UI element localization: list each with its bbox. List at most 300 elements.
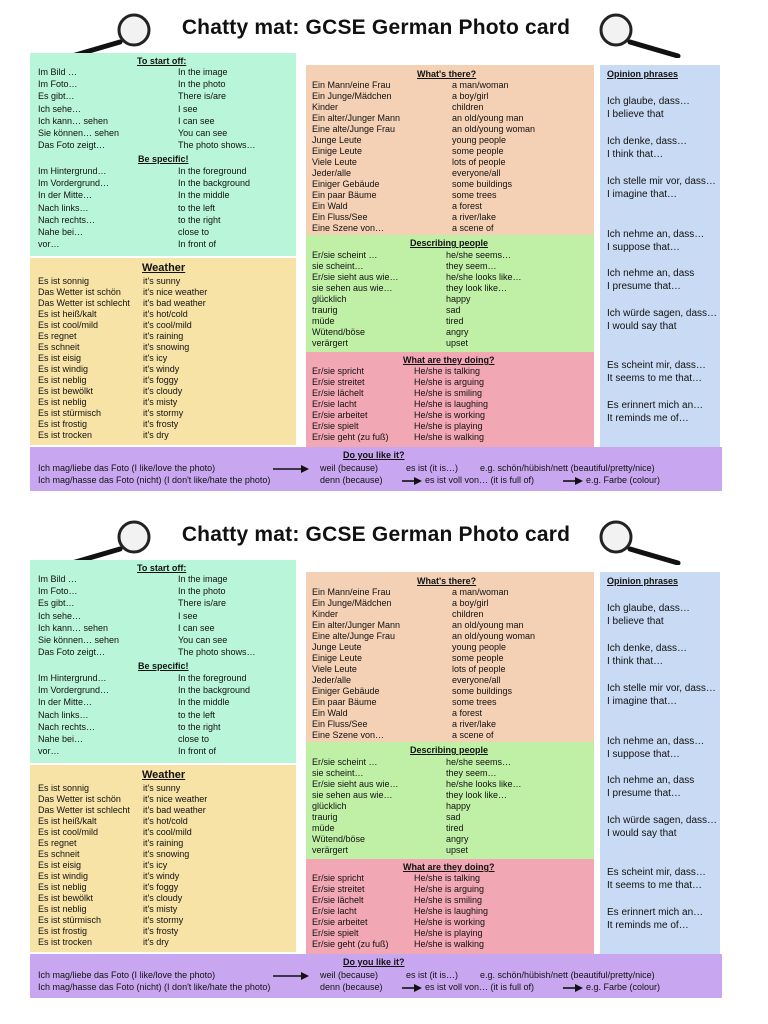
english-translation: sad <box>446 305 461 315</box>
german-phrase: Sie können… sehen <box>38 128 120 138</box>
opinion-phrase <box>607 359 719 385</box>
german-phrase: Ich stelle mir vor, dass… <box>607 683 716 694</box>
english-translation: In the photo <box>178 586 226 597</box>
german-phrase: Im Hintergrund… <box>38 673 107 683</box>
like-line-1-start: Ich mag/liebe das Foto (I like/love the photo) <box>38 970 216 980</box>
english-translation: it's icy <box>143 353 168 363</box>
german-phrase: Es ist cool/mild <box>38 827 99 837</box>
english-translation: it's bad weather <box>143 298 206 308</box>
german-phrase: Eine alte/Junge Frau <box>312 631 396 641</box>
english-translation: He/she is walking <box>414 939 485 949</box>
english-translation: In the image <box>178 67 228 77</box>
opinion-phrase <box>607 135 719 161</box>
english-translation: he/she looks like… <box>446 272 522 282</box>
magnifying-glass-icon <box>596 12 686 58</box>
german-phrase: Es regnet <box>38 838 77 848</box>
english-translation: He/she is talking <box>414 873 481 883</box>
english-translation: a boy/girl <box>452 91 489 101</box>
english-translation: I suppose that… <box>607 749 680 760</box>
like-line-1-example: e.g. schön/hübish/nett (beautiful/pretty/nice) <box>480 970 655 980</box>
english-translation: he/she seems… <box>446 250 512 260</box>
english-translation: it's raining <box>143 331 184 341</box>
opinion-phrase <box>607 95 719 121</box>
german-phrase: Es gibt… <box>38 598 75 609</box>
german-phrase: sie sehen aus wie… <box>312 283 393 293</box>
german-phrase: Eine Szene von… <box>312 730 385 740</box>
german-phrase: Das Wetter ist schön <box>38 287 121 297</box>
english-translation: some people <box>452 146 504 156</box>
german-phrase: Ein Fluss/See <box>312 719 368 729</box>
german-phrase: Ich denke, dass… <box>607 136 688 147</box>
section-heading-there: What's there? <box>417 69 477 79</box>
section-heading-doing: What are they doing? <box>403 862 495 872</box>
english-translation: I believe that <box>607 616 664 627</box>
german-phrase: Es ist bewölkt <box>38 893 94 903</box>
section-heading-weather: Weather <box>142 769 186 781</box>
english-translation: an old/young woman <box>452 631 536 641</box>
english-translation: lots of people <box>452 664 506 674</box>
english-translation: There is/are <box>178 91 227 102</box>
german-phrase: Es ist neblig <box>38 882 87 892</box>
german-phrase: Im Hintergrund… <box>38 166 107 176</box>
do-you-like-it-panel <box>30 447 722 491</box>
german-phrase: Es scheint mir, dass… <box>607 867 706 878</box>
opinion-phrase <box>607 228 719 254</box>
english-translation: It reminds me of… <box>607 920 689 931</box>
english-translation: It seems to me that… <box>607 880 703 891</box>
english-translation: a scene of <box>452 223 494 233</box>
english-translation: It reminds me of… <box>607 413 689 424</box>
english-translation: they look like… <box>446 790 508 800</box>
german-phrase: Er/sie geht (zu fuß) <box>312 939 389 949</box>
german-phrase: Wütend/böse <box>312 327 366 337</box>
english-translation: it's sunny <box>143 276 181 286</box>
german-phrase: Es schneit <box>38 849 80 859</box>
german-phrase: glücklich <box>312 801 347 811</box>
german-phrase: müde <box>312 823 335 833</box>
what-are-they-doing-panel <box>306 352 594 447</box>
opinion-phrase <box>607 866 719 892</box>
english-translation: angry <box>446 327 469 337</box>
german-phrase: Es ist heiß/kalt <box>38 309 97 319</box>
like-line-2-full-of: es ist voll von… (it is full of) <box>425 475 535 485</box>
english-translation: it's foggy <box>143 882 179 892</box>
section-heading-weather: Weather <box>142 262 186 274</box>
english-translation: they look like… <box>446 283 508 293</box>
what-are-they-doing-panel <box>306 859 594 954</box>
german-phrase: Ich nehme an, dass… <box>607 736 705 747</box>
opinion-phrases-panel <box>600 572 720 954</box>
german-phrase: Er/sie spielt <box>312 928 359 938</box>
section-heading-specific: Be specific! <box>138 661 189 671</box>
english-translation: it's bad weather <box>143 805 206 815</box>
english-translation: it's stormy <box>143 915 184 925</box>
english-translation: He/she is walking <box>414 432 485 442</box>
english-translation: sad <box>446 812 461 822</box>
english-translation: happy <box>446 801 471 811</box>
german-phrase: sie scheint… <box>312 768 364 778</box>
english-translation: it's windy <box>143 364 180 374</box>
opinion-phrases-panel <box>600 65 720 447</box>
german-phrase: In der Mitte… <box>38 190 93 201</box>
german-phrase: Im Foto… <box>38 79 78 90</box>
english-translation: it's misty <box>143 904 178 914</box>
german-phrase: Nach links… <box>38 709 89 720</box>
opinion-phrase <box>607 602 719 628</box>
german-phrase: Er/sie sieht aus wie… <box>312 272 399 282</box>
english-translation: He/she is playing <box>414 928 483 938</box>
german-phrase: Das Wetter ist schön <box>38 794 121 804</box>
german-phrase: Das Wetter ist schlecht <box>38 298 130 308</box>
english-translation: He/she is playing <box>414 421 483 431</box>
german-phrase: Nahe bei… <box>38 227 84 237</box>
german-phrase: Kinder <box>312 609 339 619</box>
opinion-phrase <box>607 906 719 932</box>
english-translation: a forest <box>452 201 483 211</box>
like-line-2-full-of: es ist voll von… (it is full of) <box>425 982 535 992</box>
arrow-right-icon <box>402 983 422 993</box>
german-phrase: Es ist frostig <box>38 926 88 936</box>
english-translation: angry <box>446 834 469 844</box>
to-start-off-panel <box>30 560 296 763</box>
english-translation: I imagine that… <box>607 189 678 200</box>
german-phrase: verärgert <box>312 845 349 855</box>
english-translation: He/she is working <box>414 917 486 927</box>
section-heading-people: Describing people <box>410 238 489 248</box>
like-line-2-example: e.g. Farbe (colour) <box>586 475 661 485</box>
english-translation: He/she is smiling <box>414 895 483 905</box>
german-phrase: Im Vordergrund… <box>38 178 110 189</box>
german-phrase: Ich kann… sehen <box>38 622 109 633</box>
english-translation: he/she looks like… <box>446 779 522 789</box>
german-phrase: sie sehen aus wie… <box>312 790 393 800</box>
english-translation: to the left <box>178 709 216 720</box>
english-translation: I presume that… <box>607 788 681 799</box>
like-line-1-start: Ich mag/liebe das Foto (I like/love the photo) <box>38 463 216 473</box>
german-phrase: Es regnet <box>38 331 77 341</box>
english-translation: I see <box>178 610 198 621</box>
english-translation: I see <box>178 103 198 114</box>
english-translation: In the foreground <box>178 673 247 683</box>
like-line-2-because: denn (because) <box>320 982 383 992</box>
section-heading-start: To start off: <box>137 56 187 66</box>
german-phrase: Es ist heiß/kalt <box>38 816 97 826</box>
german-phrase: Er/sie sieht aus wie… <box>312 779 399 789</box>
english-translation: He/she is working <box>414 410 486 420</box>
german-phrase: glücklich <box>312 294 347 304</box>
english-translation: an old/young man <box>452 113 524 123</box>
english-translation: it's stormy <box>143 408 184 418</box>
english-translation: He/she is laughing <box>414 906 489 916</box>
german-phrase: Es ist stürmisch <box>38 915 102 925</box>
english-translation: it's misty <box>143 397 178 407</box>
german-phrase: Es ist neblig <box>38 397 87 407</box>
german-phrase: Im Foto… <box>38 586 78 597</box>
page-title: Chatty mat: GCSE German Photo card <box>181 16 571 39</box>
german-phrase: Er/sie spielt <box>312 421 359 431</box>
english-translation: to the right <box>178 721 221 732</box>
german-phrase: Viele Leute <box>312 664 357 674</box>
english-translation: The photo shows… <box>178 647 256 658</box>
german-phrase: Ein Wald <box>312 708 348 718</box>
german-phrase: Es ist trocken <box>38 937 93 947</box>
german-phrase: Er/sie spricht <box>312 873 365 883</box>
german-phrase: Ich kann… sehen <box>38 115 109 126</box>
english-translation: everyone/all <box>452 675 501 685</box>
english-translation: He/she is talking <box>414 366 481 376</box>
arrow-right-icon <box>563 983 583 993</box>
german-phrase: Er/sie arbeitet <box>312 410 368 420</box>
german-phrase: Ich sehe… <box>38 103 82 114</box>
english-translation: a forest <box>452 708 483 718</box>
german-phrase: müde <box>312 316 335 326</box>
english-translation: children <box>452 609 484 619</box>
german-phrase: Er/sie scheint … <box>312 250 378 260</box>
english-translation: In the background <box>178 178 251 189</box>
english-translation: it's cloudy <box>143 386 183 396</box>
english-translation: In the middle <box>178 697 230 708</box>
german-phrase: Er/sie lacht <box>312 399 357 409</box>
german-phrase: Nahe bei… <box>38 734 84 744</box>
german-phrase: Einiger Gebäude <box>312 686 380 696</box>
german-phrase: Nach links… <box>38 202 89 213</box>
english-translation: it's raining <box>143 838 184 848</box>
german-phrase: Ich nehme an, dass… <box>607 229 705 240</box>
english-translation: I imagine that… <box>607 696 678 707</box>
english-translation: I suppose that… <box>607 242 680 253</box>
german-phrase: vor… <box>38 239 60 250</box>
do-you-like-it-panel <box>30 954 722 998</box>
english-translation: a boy/girl <box>452 598 489 608</box>
english-translation: it's frosty <box>143 419 179 429</box>
section-heading-like: Do you like it? <box>343 450 405 460</box>
german-phrase: Es ist neblig <box>38 375 87 385</box>
like-line-1-because: weil (because) <box>320 970 379 980</box>
english-translation: He/she is laughing <box>414 399 489 409</box>
english-translation: children <box>452 102 484 112</box>
german-phrase: Es ist trocken <box>38 430 93 440</box>
english-translation: In the middle <box>178 190 230 201</box>
like-line-1-example: e.g. schön/hübish/nett (beautiful/pretty/nice) <box>480 463 655 473</box>
german-phrase: Ein alter/Junger Mann <box>312 620 401 630</box>
german-phrase: vor… <box>38 746 60 757</box>
like-line-1-it-is: es ist (it is…) <box>406 463 459 473</box>
opinion-phrase <box>607 774 719 800</box>
like-line-2-start: Ich mag/hasse das Foto (nicht) (I don't like/hate the photo) <box>38 475 271 485</box>
arrow-right-icon <box>273 464 309 474</box>
section-heading-like: Do you like it? <box>343 957 405 967</box>
german-phrase: Sie können… sehen <box>38 635 120 645</box>
german-phrase: Er/sie arbeitet <box>312 917 368 927</box>
english-translation: they seem… <box>446 261 497 271</box>
section-heading-start: To start off: <box>137 563 187 573</box>
german-phrase: Nach rechts… <box>38 721 96 732</box>
german-phrase: Es ist cool/mild <box>38 320 99 330</box>
german-phrase: Das Foto zeigt… <box>38 140 106 151</box>
english-translation: a man/woman <box>452 80 509 90</box>
german-phrase: Eine alte/Junge Frau <box>312 124 396 134</box>
german-phrase: Es ist stürmisch <box>38 408 102 418</box>
english-translation: You can see <box>178 635 228 645</box>
german-phrase: Im Bild … <box>38 574 78 584</box>
english-translation: he/she seems… <box>446 757 512 767</box>
english-translation: it's cool/mild <box>143 827 192 837</box>
english-translation: He/she is arguing <box>414 377 485 387</box>
magnifying-glass-icon <box>64 12 154 58</box>
german-phrase: Er/sie lächelt <box>312 388 364 398</box>
chatty-mat-bottom <box>30 517 722 997</box>
german-phrase: Das Foto zeigt… <box>38 647 106 658</box>
to-start-off-panel <box>30 53 296 256</box>
english-translation: I would say that <box>607 828 677 839</box>
english-translation: close to <box>178 734 210 744</box>
german-phrase: Er/sie lächelt <box>312 895 364 905</box>
page-title: Chatty mat: GCSE German Photo card <box>181 523 571 546</box>
german-phrase: Das Wetter ist schlecht <box>38 805 130 815</box>
opinion-phrase <box>607 267 719 293</box>
english-translation: it's dry <box>143 937 169 947</box>
english-translation: You can see <box>178 128 228 138</box>
english-translation: some buildings <box>452 179 513 189</box>
english-translation: everyone/all <box>452 168 501 178</box>
german-phrase: Es ist sonnig <box>38 783 90 793</box>
english-translation: He/she is smiling <box>414 388 483 398</box>
english-translation: it's snowing <box>143 849 190 859</box>
english-translation: happy <box>446 294 471 304</box>
english-translation: He/she is arguing <box>414 884 485 894</box>
english-translation: young people <box>452 135 507 145</box>
english-translation: I can see <box>178 115 215 126</box>
english-translation: some buildings <box>452 686 513 696</box>
section-heading-doing: What are they doing? <box>403 355 495 365</box>
german-phrase: Eine Szene von… <box>312 223 385 233</box>
opinion-phrase <box>607 814 719 840</box>
german-phrase: Ich würde sagen, dass… <box>607 815 718 826</box>
english-translation: it's dry <box>143 430 169 440</box>
german-phrase: Ein Mann/eine Frau <box>312 80 391 90</box>
german-phrase: Es ist eisig <box>38 860 82 870</box>
german-phrase: Ein Wald <box>312 201 348 211</box>
german-phrase: Es scheint mir, dass… <box>607 360 706 371</box>
arrow-right-icon <box>402 476 422 486</box>
german-phrase: Ich denke, dass… <box>607 643 688 654</box>
english-translation: an old/young man <box>452 620 524 630</box>
german-phrase: Wütend/böse <box>312 834 366 844</box>
english-translation: In the foreground <box>178 166 247 176</box>
describing-people-panel <box>306 235 594 352</box>
german-phrase: Er/sie geht (zu fuß) <box>312 432 389 442</box>
like-line-1-because: weil (because) <box>320 463 379 473</box>
german-phrase: Ein paar Bäume <box>312 190 377 200</box>
english-translation: a man/woman <box>452 587 509 597</box>
english-translation: I would say that <box>607 321 677 332</box>
opinion-phrase <box>607 682 719 708</box>
english-translation: close to <box>178 227 210 237</box>
english-translation: some people <box>452 653 504 663</box>
english-translation: it's hot/cold <box>143 309 188 319</box>
german-phrase: Es ist bewölkt <box>38 386 94 396</box>
section-heading-opinion: Opinion phrases <box>607 576 679 586</box>
german-phrase: Jeder/alle <box>312 675 352 685</box>
german-phrase: Kinder <box>312 102 339 112</box>
german-phrase: Ich glaube, dass… <box>607 603 690 614</box>
german-phrase: traurig <box>312 305 338 315</box>
english-translation: it's icy <box>143 860 168 870</box>
english-translation: some trees <box>452 697 497 707</box>
opinion-phrase <box>607 175 719 201</box>
opinion-phrase <box>607 307 719 333</box>
german-phrase: verärgert <box>312 338 349 348</box>
section-heading-there: What's there? <box>417 576 477 586</box>
like-line-1-it-is: es ist (it is…) <box>406 970 459 980</box>
english-translation: an old/young woman <box>452 124 536 134</box>
english-translation: it's nice weather <box>143 287 208 297</box>
english-translation: In front of <box>178 239 217 250</box>
magnifying-glass-icon <box>596 519 686 565</box>
german-phrase: Es ist windig <box>38 871 89 881</box>
german-phrase: Einiger Gebäude <box>312 179 380 189</box>
german-phrase: Er/sie spricht <box>312 366 365 376</box>
german-phrase: Im Vordergrund… <box>38 685 110 696</box>
german-phrase: Junge Leute <box>312 642 362 652</box>
like-line-2-start: Ich mag/hasse das Foto (nicht) (I don't like/hate the photo) <box>38 982 271 992</box>
german-phrase: traurig <box>312 812 338 822</box>
english-translation: a river/lake <box>452 719 497 729</box>
english-translation: it's frosty <box>143 926 179 936</box>
german-phrase: Ein Fluss/See <box>312 212 368 222</box>
german-phrase: Es ist eisig <box>38 353 82 363</box>
german-phrase: Ich nehme an, dass <box>607 775 695 786</box>
weather-panel <box>30 765 296 952</box>
german-phrase: Es ist windig <box>38 364 89 374</box>
german-phrase: Ich nehme an, dass <box>607 268 695 279</box>
arrow-right-icon <box>563 476 583 486</box>
german-phrase: sie scheint… <box>312 261 364 271</box>
opinion-phrase <box>607 399 719 425</box>
german-phrase: Er/sie streitet <box>312 884 365 894</box>
arrow-right-icon <box>273 971 309 981</box>
whats-there-panel <box>306 65 594 235</box>
english-translation: I believe that <box>607 109 664 120</box>
english-translation: to the left <box>178 202 216 213</box>
opinion-phrase <box>607 735 719 761</box>
german-phrase: Es ist frostig <box>38 419 88 429</box>
german-phrase: Ich glaube, dass… <box>607 96 690 107</box>
german-phrase: Jeder/alle <box>312 168 352 178</box>
german-phrase: Nach rechts… <box>38 214 96 225</box>
english-translation: In the background <box>178 685 251 696</box>
english-translation: it's foggy <box>143 375 179 385</box>
german-phrase: Ein Junge/Mädchen <box>312 91 392 101</box>
english-translation: it's cloudy <box>143 893 183 903</box>
english-translation: it's snowing <box>143 342 190 352</box>
magnifying-glass-icon <box>64 519 154 565</box>
german-phrase: Ein paar Bäume <box>312 697 377 707</box>
german-phrase: Es erinnert mich an… <box>607 400 704 411</box>
german-phrase: Ein Junge/Mädchen <box>312 598 392 608</box>
chatty-mat-top <box>30 10 722 490</box>
german-phrase: Er/sie scheint … <box>312 757 378 767</box>
english-translation: In the image <box>178 574 228 584</box>
german-phrase: Ich sehe… <box>38 610 82 621</box>
english-translation: it's hot/cold <box>143 816 188 826</box>
english-translation: some trees <box>452 190 497 200</box>
opinion-phrase <box>607 642 719 668</box>
german-phrase: Einige Leute <box>312 146 363 156</box>
english-translation: it's cool/mild <box>143 320 192 330</box>
english-translation: a scene of <box>452 730 494 740</box>
english-translation: tired <box>446 823 464 833</box>
